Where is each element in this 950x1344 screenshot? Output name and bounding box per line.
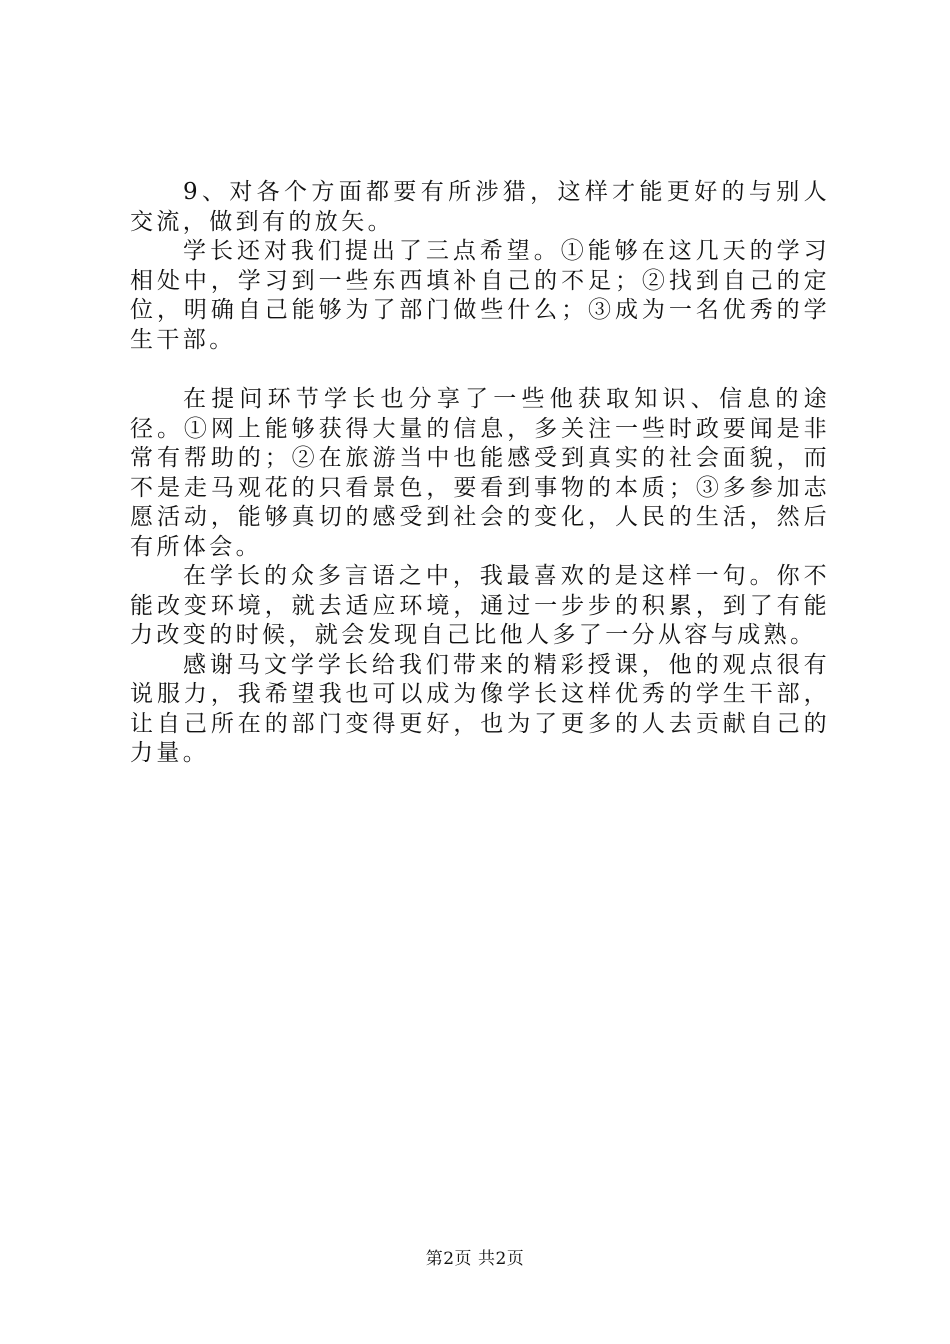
paragraph-item-9: 9、对各个方面都要有所涉猎，这样才能更好的与别人交流，做到有的放矢。 [130, 179, 830, 235]
page-footer: 第2页 共2页 [425, 1249, 525, 1269]
document-body [130, 178, 830, 769]
paragraph-hopes: 学长还对我们提出了三点希望。①能够在这几天的学习相处中，学习到一些东西填补自己的不足；②找到自己的定位，明确自己能够为了部门做些什么；③成为一名优秀的学生干部。 [130, 238, 830, 353]
paragraph-favorite-quote: 在学长的众多言语之中，我最喜欢的是这样一句。你不能改变环境，就去适应环境，通过一步步的积累，到了有能力改变的时候，就会发现自己比他人多了一分从容与成熟。 [130, 563, 830, 648]
paragraph-qa: 在提问环节学长也分享了一些他获取知识、信息的途径。①网上能够获得大量的信息，多关注一些时政要闻是非常有帮助的；②在旅游当中也能感受到真实的社会面貌，而不是走马观花的只看景色，要看到事物的本质；③多参加志愿活动，能够真切的感受到社会的变化，人民的生活，然后有所体会。 [130, 386, 830, 560]
paragraph-gap [130, 355, 830, 385]
paragraph-thanks: 感谢马文学学长给我们带来的精彩授课，他的观点很有说服力，我希望我也可以成为像学长这样优秀的学生干部，让自己所在的部门变得更好，也为了更多的人去贡献自己的力量。 [130, 651, 830, 766]
